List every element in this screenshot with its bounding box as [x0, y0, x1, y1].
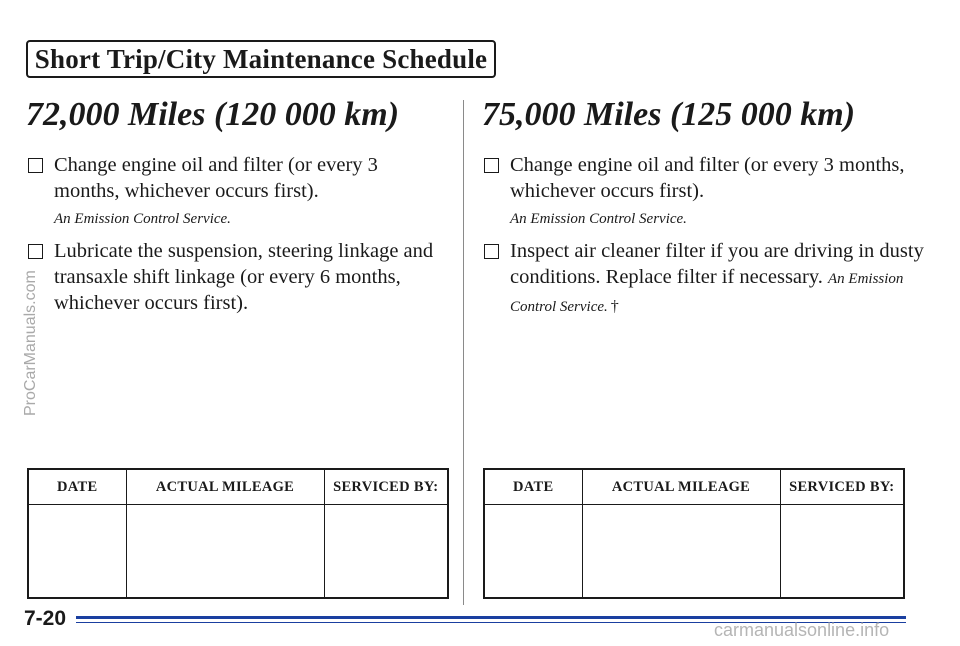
- dagger-mark: †: [610, 298, 619, 315]
- page-number: 7-20: [24, 607, 67, 630]
- item-note: An Emission Control Service.: [510, 211, 687, 227]
- date-cell[interactable]: [484, 505, 582, 599]
- checklist-item: [26, 238, 446, 316]
- right-column: [482, 96, 942, 326]
- header-serviced-by: SERVICED BY:: [780, 469, 904, 505]
- checklist-item: [26, 152, 446, 232]
- date-cell[interactable]: [28, 505, 126, 599]
- mileage-cell[interactable]: [126, 505, 324, 599]
- service-log-table-right: [483, 468, 905, 599]
- milestone-heading-left: 72,000 Miles (120 000 km): [26, 96, 400, 133]
- column-divider: [463, 100, 464, 605]
- item-text: Inspect air cleaner filter if you are driving in dusty conditions. Replace filter if necessary.: [510, 240, 924, 288]
- item-note: An Emission Control Service.: [54, 211, 231, 227]
- checkbox-icon[interactable]: [28, 158, 43, 173]
- header-date: DATE: [484, 469, 582, 505]
- side-watermark: ProCarManuals.com: [22, 270, 39, 416]
- serviced-by-cell[interactable]: [324, 505, 448, 599]
- milestone-heading-right: 75,000 Miles (125 000 km): [482, 96, 856, 133]
- checkbox-icon[interactable]: [484, 244, 499, 259]
- checkbox-icon[interactable]: [484, 158, 499, 173]
- item-text: Change engine oil and filter (or every 3 months, whichever occurs first).: [510, 154, 905, 202]
- left-column: [26, 96, 446, 322]
- mileage-cell[interactable]: [582, 505, 780, 599]
- section-header: [26, 40, 496, 78]
- header-serviced-by: SERVICED BY:: [324, 469, 448, 505]
- checklist-item: [482, 238, 942, 320]
- item-text: Change engine oil and filter (or every 3 months, whichever occurs first).: [54, 154, 378, 202]
- section-title: Short Trip/City Maintenance Schedule: [34, 43, 488, 74]
- footer-rule: [76, 616, 906, 619]
- checklist-item: [482, 152, 942, 232]
- serviced-by-cell[interactable]: [780, 505, 904, 599]
- header-date: DATE: [28, 469, 126, 505]
- checkbox-icon[interactable]: [28, 244, 43, 259]
- header-actual-mileage: ACTUAL MILEAGE: [582, 469, 780, 505]
- item-text: Lubricate the suspension, steering linkage and transaxle shift linkage (or every 6 months, whichever occurs first).: [54, 240, 434, 314]
- service-log-table-left: [27, 468, 449, 599]
- header-actual-mileage: ACTUAL MILEAGE: [126, 469, 324, 505]
- bottom-watermark: carmanualsonline.info: [714, 620, 890, 640]
- item-note: An Emission Control Service.: [510, 271, 904, 315]
